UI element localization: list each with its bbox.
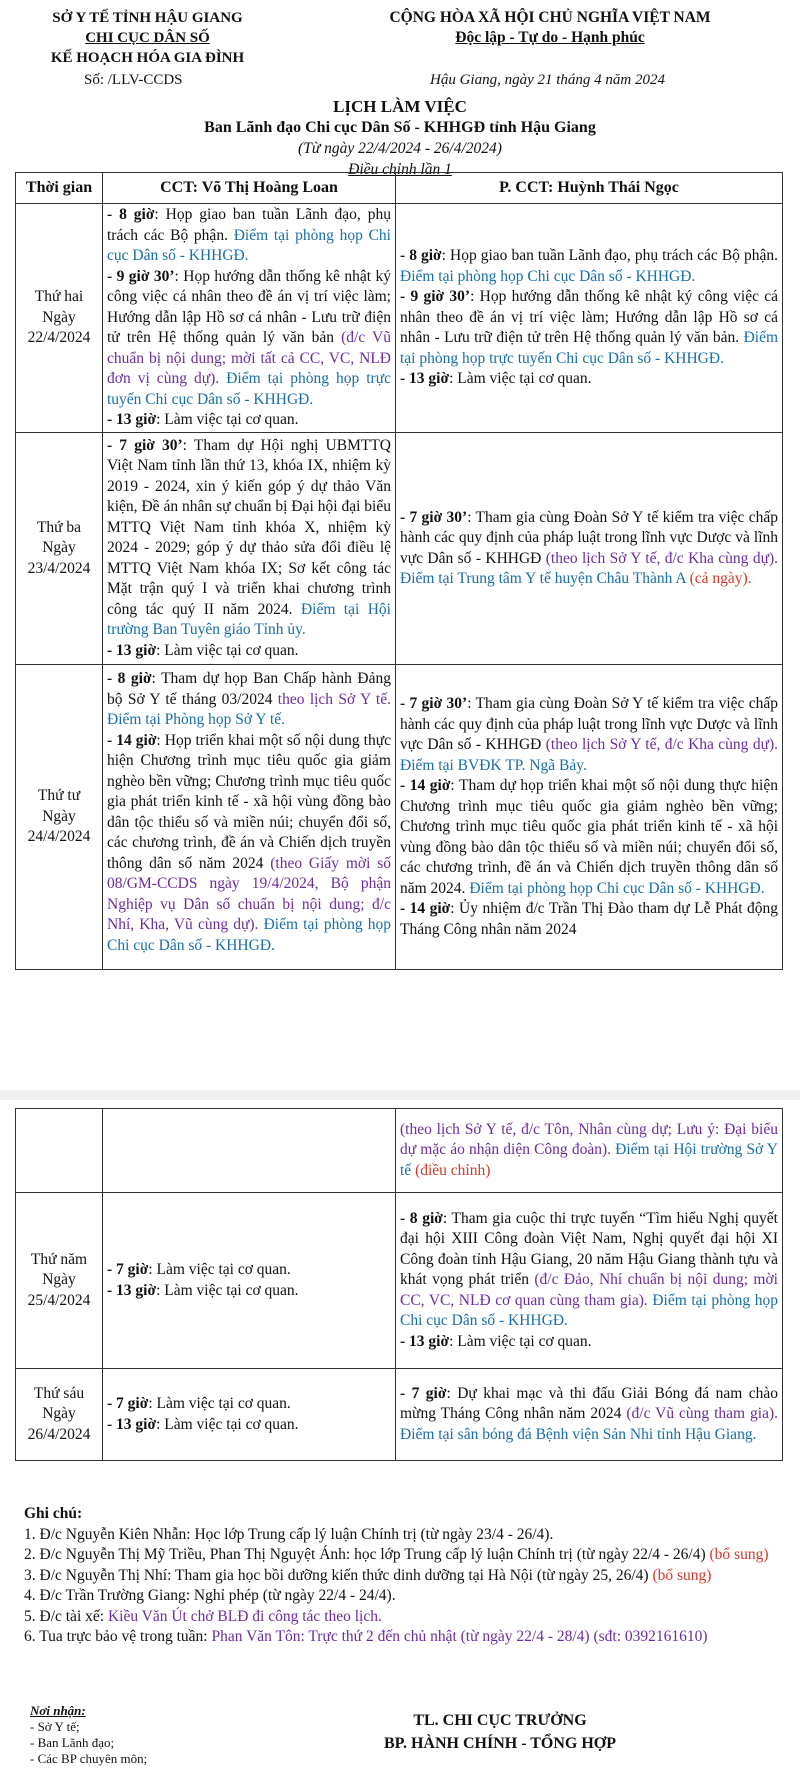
schedule-entry: [400, 899, 778, 940]
date-range: (Từ ngày 22/4/2024 - 26/4/2024): [298, 140, 502, 157]
entry-flag: (cả ngày).: [689, 570, 752, 587]
note-flag: (bổ sung): [709, 1546, 769, 1563]
entry-location: Điểm tại Hội trường Sở Y tế: [400, 1141, 778, 1179]
cct-cell: [103, 1193, 396, 1369]
entry-location: Điểm tại phòng họp Chi cục Dân số - KHHGĐ.: [469, 879, 765, 897]
entry-text: : Tham gia cuộc thi trực tuyến “Tìm hiểu Nghị quyết đại hội XIII Công đoàn Việt Nam, Nghị quyết đại hội XI Công đoàn tỉnh Hậu Giang, 20 năm Hậu Giang thành tựu và khát vọng phát triển: [400, 1209, 778, 1289]
header-cct: CCT: Võ Thị Hoàng Loan: [103, 173, 396, 204]
entry-location: Điểm tại phòng họp trực tuyến Chi cục Dân số - KHHGĐ.: [400, 329, 778, 367]
entry-flag: (điều chỉnh): [415, 1161, 491, 1179]
schedule-entry: [400, 1209, 778, 1332]
schedule-entry: [400, 776, 778, 899]
schedule-entry: [400, 1120, 778, 1182]
header-time: Thời gian: [16, 173, 103, 204]
page-subtitle: Ban Lãnh đạo Chi cục Dân Số - KHHGĐ tỉnh Hậu Giang: [204, 119, 596, 136]
signature-block: [370, 1709, 630, 1755]
schedule-entry: [107, 1281, 391, 1302]
entry-text: : Ủy nhiệm đ/c Trần Thị Đào tham dự Lễ Phát động Tháng Công nhân năm 2024: [400, 900, 778, 938]
entry-note: (theo Giấy mời số 08/GM-CCDS ngày 19/4/2024, Bộ phận Nghiệp vụ Dân số chuẩn bị nội dung; đ/c Nhí, Kha, Vũ cùng dự).: [107, 854, 391, 933]
signature-line-2: BP. HÀNH CHÍNH - TỔNG HỢP: [383, 1735, 617, 1752]
notes-heading: Ghi chú:: [24, 1505, 83, 1522]
entry-note: (đ/c Vũ cùng tham gia).: [626, 1405, 778, 1423]
page-break: [0, 1090, 800, 1100]
entry-time: - 14 giờ: [107, 731, 157, 749]
entry-text: : Họp giao ban tuần Lãnh đạo, phụ trách các Bộ phận.: [441, 247, 778, 265]
table-row: [16, 665, 783, 970]
day-cell: Thứ ba Ngày 23/4/2024: [16, 433, 103, 665]
table-row: [16, 1109, 783, 1193]
entry-note: (theo lịch Sở Y tế, đ/c Kha cùng dự).: [545, 549, 779, 567]
cct-cell: [103, 1369, 396, 1461]
day-cell: Thứ hai Ngày 22/4/2024: [16, 204, 103, 433]
entry-time: - 13 giờ: [107, 411, 157, 429]
revision-note: Điều chỉnh lần 1: [348, 161, 452, 178]
note-item: [24, 1586, 784, 1607]
nation-title: CỘNG HÒA XÃ HỘI CHỦ NGHĨA VIỆT NAM: [389, 9, 711, 26]
entry-time: - 8 giờ: [400, 1209, 443, 1227]
entry-time: - 8 giờ: [107, 206, 155, 224]
schedule-entry: [107, 1415, 391, 1436]
doc-number: Số: /LLV-CCDS: [84, 72, 183, 88]
entry-text: : Làm việc tại cơ quan.: [156, 641, 299, 659]
entry-location: Điểm tại phòng họp Chi cục Dân số - KHHGĐ.: [107, 916, 391, 954]
recipient-item: - Ban Lãnh đạo;: [30, 1735, 115, 1750]
entry-text: : Làm việc tại cơ quan.: [449, 1332, 592, 1350]
org-line-3: KẾ HOẠCH HÓA GIA ĐÌNH: [50, 50, 245, 66]
note-text: 1. Đ/c Nguyễn Kiên Nhẫn: Học lớp Trung cấp lý luận Chính trị (từ ngày 23/4 - 26/4).: [24, 1525, 554, 1543]
entry-location: Điểm tại phòng họp Chi cục Dân số - KHHGĐ.: [400, 1291, 778, 1330]
note-item: [24, 1627, 784, 1648]
entry-time: - 7 giờ 30’: [400, 695, 468, 712]
notes-list: [24, 1525, 784, 1648]
schedule-entry: [400, 508, 778, 590]
entry-time: - 7 giờ: [400, 1384, 447, 1402]
schedule-entry: [107, 1260, 391, 1281]
entry-time: - 8 giờ: [107, 670, 152, 687]
entry-text: : Họp hướng dẫn thống kê nhật ký công việc cá nhân theo đề án vị trí việc làm; Hướng dẫn lập Hồ sơ cá nhân - Lưu trữ điện tử trên Hệ thống quản lý văn bản.: [400, 288, 778, 347]
table-row: [16, 1193, 783, 1369]
entry-text: : Tham dự Hội nghị UBMTTQ Việt Nam tỉnh lần thứ 13, khóa IX, nhiệm kỳ 2019 - 2024, xin ý kiến góp ý dự thảo Văn kiện, Đề án nhân sự chuẩn bị Đại hội đại biểu MTTQ Việt Nam tỉnh khóa X, nhiệm kỳ 2024 - 2029; góp ý dự thảo sửa đổi điều lệ MTTQ Việt Nam khóa IX; Sơ kết công tác Mặt trận quý I và triển khai chương trình công tác quý II năm 2024.: [107, 436, 391, 618]
schedule-entry: [107, 669, 391, 731]
cct-cell: [103, 204, 396, 433]
note-text: 3. Đ/c Nguyễn Thị Nhí: Tham gia học bồi dưỡng kiến thức dinh dưỡng tại Hà Nội (từ ngày 25, 26/4): [24, 1566, 653, 1584]
entry-time: - 13 giờ: [400, 370, 450, 388]
schedule-entry: [107, 436, 391, 641]
schedule-entry: [400, 694, 778, 776]
entry-note: (theo lịch Sở Y tế, đ/c Kha cùng dự).: [545, 736, 779, 753]
pcct-cell: [396, 1109, 783, 1193]
entry-note: (đ/c Đảo, Nhí chuẩn bị nội dung; mời CC, VC, NLĐ cơ quan cùng tham gia).: [400, 1271, 778, 1309]
entry-time: - 9 giờ 30’: [107, 267, 175, 285]
entry-location: Điểm tại phòng họp Chi cục Dân số - KHHGĐ.: [107, 226, 391, 265]
table-row: [16, 1369, 783, 1461]
signature-line-1: TL. CHI CỤC TRƯỞNG: [413, 1712, 587, 1729]
recipient-item: - Các BP chuyên môn;: [30, 1751, 148, 1766]
entry-text: : Tham gia cùng Đoàn Sở Y tế kiểm tra việc chấp hành các quy định của pháp luật trong lĩnh vực Dược và lĩnh vực Dân số - KHHGĐ: [400, 695, 779, 753]
note-item: [24, 1525, 784, 1546]
pcct-cell: [396, 1369, 783, 1461]
day-cell: Thứ tư Ngày 24/4/2024: [16, 665, 103, 970]
entry-note: (theo lịch Sở Y tế, đ/c Tôn, Nhân cùng dự; Lưu ý: Đại biểu dự mặc áo nhận diện Công đoàn).: [400, 1120, 778, 1159]
entry-time: - 7 giờ 30’: [107, 436, 183, 454]
note-item: [24, 1566, 784, 1587]
entry-time: - 9 giờ 30’: [400, 288, 471, 306]
entry-text: : Dự khai mạc và thi đấu Giải Bóng đá nam chào mừng Tháng Công nhân năm 2024: [400, 1384, 778, 1423]
pcct-cell: [396, 433, 783, 665]
entry-time: - 13 giờ: [107, 1415, 157, 1433]
cct-cell: [103, 665, 396, 970]
entry-location: Điểm tại Hội trường Ban Tuyên giáo Tỉnh ủy.: [107, 600, 391, 639]
header-pcct: P. CCT: Huỳnh Thái Ngọc: [396, 173, 783, 204]
recipients-heading: Nơi nhận:: [30, 1703, 86, 1718]
schedule-entry: [400, 369, 778, 390]
entry-time: - 13 giờ: [107, 1281, 157, 1299]
recipient-item: - Sở Y tế;: [30, 1719, 80, 1734]
day-cell: [16, 1109, 103, 1193]
entry-text: : Họp giao ban tuần Lãnh đạo, phụ trách các Bộ phận.: [107, 206, 391, 244]
entry-time: - 13 giờ: [107, 641, 157, 659]
note-item: [24, 1607, 784, 1628]
schedule-entry: [107, 267, 391, 411]
table-row: [16, 433, 783, 665]
schedule-entry: [107, 731, 391, 957]
entry-time: - 7 giờ 30’: [400, 508, 468, 526]
nation-motto: Độc lập - Tự do - Hạnh phúc: [455, 29, 645, 46]
day-cell: Thứ sáu Ngày 26/4/2024: [16, 1369, 103, 1461]
entry-text: : Tham gia cùng Đoàn Sở Y tế kiểm tra việc chấp hành các quy định của pháp luật trong lĩnh vực Dược và lĩnh vực Dân số - KHHGĐ: [400, 508, 779, 567]
entry-text: : Tham dự họp Ban Chấp hành Đảng bộ Sở Y tế tháng 03/2024: [107, 670, 391, 708]
recipients: [30, 1703, 147, 1767]
doc-date: Hậu Giang, ngày 21 tháng 4 năm 2024: [430, 72, 665, 88]
note-text: 6. Tua trực bảo vệ trong tuần:: [24, 1628, 212, 1645]
entry-text: : Làm việc tại cơ quan.: [449, 370, 592, 388]
schedule-table-continued: [15, 1108, 783, 1461]
schedule-entry: [400, 1332, 778, 1353]
schedule-entry: [107, 1394, 391, 1415]
entry-text: : Làm việc tại cơ quan.: [148, 1395, 291, 1412]
table-header-row: [16, 173, 783, 204]
note-text: 5. Đ/c tài xế:: [24, 1607, 108, 1625]
title-block: [0, 96, 800, 180]
pcct-cell: [396, 204, 783, 433]
note-item: [24, 1545, 784, 1566]
pcct-cell: [396, 1193, 783, 1369]
note-text: 2. Đ/c Nguyễn Thị Mỹ Triều, Phan Thị Nguyệt Ánh: học lớp Trung cấp lý luận Chính trị (từ ngày 22/4 - 26/4): [24, 1546, 710, 1563]
entry-time: - 8 giờ: [400, 247, 442, 265]
entry-note: theo lịch Sở Y tế.: [277, 690, 391, 708]
entry-location: Điểm tại phòng họp trực tuyến Chi cục Dân số - KHHGĐ.: [107, 370, 391, 408]
entry-location: Điểm tại BVĐK TP. Ngã Bảy.: [400, 756, 587, 774]
org-line-2: CHI CỤC DÂN SỐ: [85, 30, 210, 46]
entry-text: : Làm việc tại cơ quan.: [148, 1261, 291, 1278]
entry-time: - 13 giờ: [400, 1332, 450, 1350]
entry-location: Điểm tại sân bóng đá Bệnh viện Sản Nhi tỉnh Hậu Giang.: [400, 1425, 757, 1443]
pcct-cell: [396, 665, 783, 970]
note-text: 4. Đ/c Trần Trường Giang: Nghỉ phép (từ ngày 22/4 - 24/4).: [24, 1587, 396, 1604]
entry-time: - 7 giờ: [107, 1261, 149, 1278]
entry-time: - 7 giờ: [107, 1395, 149, 1412]
org-header: [20, 8, 275, 68]
day-cell: Thứ năm Ngày 25/4/2024: [16, 1193, 103, 1369]
schedule-entry: [400, 1384, 778, 1446]
note-highlight: Phan Văn Tôn: Trực thứ 2 đến chủ nhật (từ ngày 22/4 - 28/4) (sđt: 0392161610): [211, 1628, 708, 1645]
schedule-entry: [107, 641, 391, 662]
page-title: LỊCH LÀM VIỆC: [333, 97, 467, 116]
schedule-table: [15, 172, 783, 970]
schedule-entry: [400, 246, 778, 287]
entry-location: Điểm tại Trung tâm Y tế huyện Châu Thành A: [400, 570, 690, 587]
table-row: [16, 204, 783, 433]
entry-note: (đ/c Vũ chuẩn bị nội dung; mời tất cả CC, VC, NLĐ đơn vị cùng dự).: [107, 329, 391, 388]
entry-text: : Làm việc tại cơ quan.: [156, 411, 299, 429]
entry-location: Điểm tại Phòng họp Sở Y tế.: [107, 711, 285, 728]
entry-text: : Họp triển khai một số nội dung thực hiện Chương trình mục tiêu quốc gia giảm nghèo bền vững; Chương trình mục tiêu quốc gia phát triển kinh tế - xã hội vùng đồng bào dân tộc thiểu số và miền núi; chuyển đổi số, các chương trình, đề án và Chiến dịch truyền thông dân số năm 2024: [107, 731, 391, 872]
entry-text: : Làm việc tại cơ quan.: [156, 1281, 299, 1299]
note-flag: (bổ sung): [652, 1566, 712, 1584]
entry-location: Điểm tại phòng họp Chi cục Dân số - KHHGĐ.: [400, 267, 696, 285]
nation-header: [330, 8, 770, 48]
entry-time: - 14 giờ: [400, 900, 451, 917]
notes-section: [24, 1504, 784, 1648]
schedule-entry: [107, 410, 391, 431]
org-line-1: SỞ Y TẾ TỈNH HẬU GIANG: [52, 10, 243, 26]
entry-text: : Làm việc tại cơ quan.: [156, 1415, 299, 1433]
cct-cell: [103, 1109, 396, 1193]
schedule-entry: [107, 205, 391, 267]
entry-text: : Họp hướng dẫn thống kê nhật ký công việc cá nhân theo đề án vị trí việc làm; Hướng dẫn lập Hồ sơ cá nhân - Lưu trữ điện tử trên Hệ thống quản lý văn bản: [107, 267, 391, 347]
schedule-entry: [400, 287, 778, 369]
cct-cell: [103, 433, 396, 665]
entry-text: : Tham dự họp triển khai một số nội dung thực hiện Chương trình mục tiêu quốc gia giảm nghèo bền vững; Chương trình mục tiêu quốc gia phát triển kinh tế - xã hội vùng đồng bào dân tộc thiểu số và miền núi; chuyển đổi số, các chương trình, đề án và Chiến dịch truyền thông dân số năm 2024.: [400, 777, 778, 897]
note-highlight: Kiều Văn Út chở BLĐ đi công tác theo lịch.: [107, 1607, 382, 1625]
entry-time: - 14 giờ: [400, 777, 451, 794]
